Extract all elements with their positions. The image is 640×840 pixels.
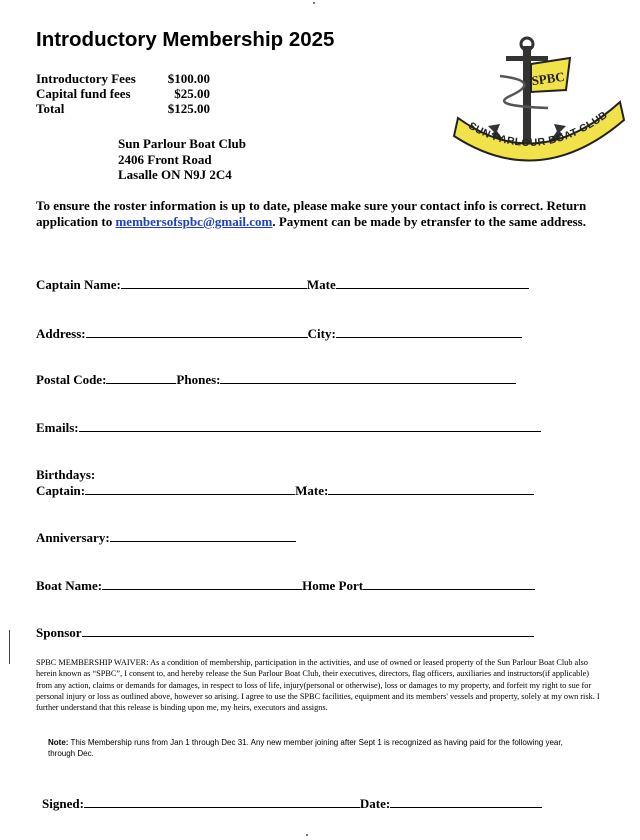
postal-code-label: Postal Code:: [36, 372, 107, 387]
fee-row: [36, 86, 210, 101]
instructions-paragraph: [36, 198, 596, 230]
signature-row: [42, 796, 542, 812]
instructions-suffix: . Payment can be made by etransfer to the same address.: [272, 214, 586, 229]
fee-amount: $25.00: [174, 86, 210, 101]
address-label: Address:: [36, 326, 86, 341]
captain-name-label: Captain Name:: [36, 277, 121, 292]
mate-label: Mate: [306, 277, 336, 292]
mate-birthday-field[interactable]: [328, 483, 534, 495]
signature-field[interactable]: [84, 796, 360, 808]
date-field[interactable]: [390, 796, 542, 808]
fee-label: Capital fund fees: [36, 86, 131, 101]
logo-flag-text: SPBC: [530, 68, 566, 89]
address-line: Sun Parlour Boat Club: [118, 136, 246, 151]
address-row: [36, 326, 522, 342]
fee-row: [36, 71, 210, 86]
email-link[interactable]: membersofspbc@gmail.com: [115, 214, 273, 229]
address-line: 2406 Front Road: [118, 151, 212, 167]
club-logo: [448, 36, 628, 182]
mate-field[interactable]: [336, 277, 529, 289]
postal-code-field[interactable]: [106, 372, 176, 384]
fee-amount: $100.00: [167, 71, 210, 86]
boat-name-field[interactable]: [102, 578, 302, 590]
anchor-logo-icon: [448, 36, 628, 182]
home-port-label: Home Port: [302, 578, 364, 593]
instructions-line: To ensure the roster information is up to date, please make sure your contact info is correct.: [36, 198, 544, 213]
boat-row: [36, 578, 535, 594]
fees-table: [36, 71, 210, 116]
captain-name-row: [36, 277, 529, 293]
city-field[interactable]: [336, 326, 522, 338]
top-dot: [313, 2, 315, 4]
club-address: [118, 136, 246, 183]
phones-field[interactable]: [220, 372, 516, 384]
mate-birthday-label: Mate:: [295, 483, 329, 498]
signed-label: Signed:: [42, 796, 84, 811]
membership-note: [48, 737, 588, 759]
emails-field[interactable]: [79, 420, 541, 432]
fee-row: [36, 101, 210, 116]
captain-birthday-label: Captain:: [36, 483, 86, 498]
instructions-prefix: Return application to: [36, 198, 587, 229]
date-label: Date:: [359, 796, 391, 811]
sponsor-label: Sponsor: [36, 625, 82, 640]
birthdays-row: [36, 483, 534, 499]
logo-banner-text: SUN PARLOUR BOAT CLUB: [466, 108, 610, 150]
boat-name-label: Boat Name:: [36, 578, 103, 593]
fee-amount: $125.00: [167, 101, 210, 116]
birthdays-label: Birthdays:: [36, 467, 96, 482]
address-field[interactable]: [86, 326, 308, 338]
captain-birthday-field[interactable]: [85, 483, 295, 495]
sponsor-field[interactable]: [82, 625, 534, 637]
margin-mark: [9, 630, 10, 664]
fee-label: Total: [36, 101, 65, 116]
anniversary-row: [36, 530, 296, 546]
emails-label: Emails:: [36, 420, 79, 435]
membership-waiver: SPBC MEMBERSHIP WAIVER: As a condition of membership, participation in the activities, and use of owned or leased property of the Sun Parlour Boat Club also herein known as “SPBC”, I consent to, and hereby release the Sun Parlour Boat Club, their executives, directors, flag officers, auxiliaries and instructors(if applicable) from any action, claims or demands for damages, in respect to loss of life, injury(personal or otherwise), loss or damages to my property, and forfeit my right to sue for personal injury or loss as outlined above, however so arising. I agree to use the SPBC facilities, equipment and its members' vessels and property, solely at my own risk. I further understand that this release is binding upon me, my heirs, executors and assigns.: [36, 658, 600, 713]
note-label: Note:: [48, 738, 69, 747]
phones-label: Phones:: [176, 372, 221, 387]
note-text: This Membership runs from Jan 1 through Dec 31. Any new member joining after Sept 1 is recognized as having paid for the following year, through Dec.: [48, 738, 563, 758]
fee-label: Introductory Fees: [36, 71, 136, 86]
address-line: Lasalle ON N9J 2C4: [118, 167, 232, 182]
page-title: Introductory Membership 2025: [36, 28, 335, 51]
bottom-dot: [306, 834, 308, 836]
postal-row: [36, 372, 516, 388]
sponsor-row: [36, 625, 534, 641]
home-port-field[interactable]: [363, 578, 535, 590]
anniversary-field[interactable]: [110, 530, 296, 542]
city-label: City:: [307, 326, 336, 341]
anniversary-label: Anniversary:: [36, 530, 110, 545]
emails-row: [36, 420, 541, 436]
captain-name-field[interactable]: [121, 277, 307, 289]
